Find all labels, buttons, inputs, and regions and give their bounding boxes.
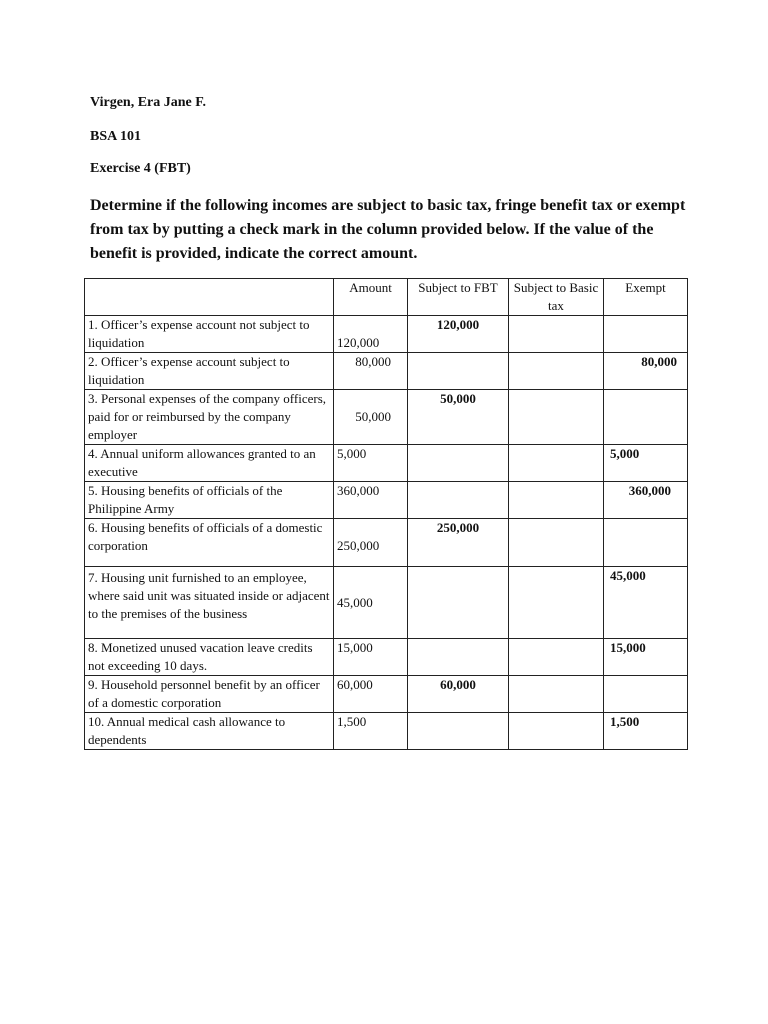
fbt-cell xyxy=(408,639,509,676)
exempt-cell: 360,000 xyxy=(604,482,688,519)
table-row xyxy=(85,676,688,713)
basic-tax-cell xyxy=(509,676,604,713)
item-description: 8. Monetized unused vacation leave credits not exceeding 10 days. xyxy=(85,639,334,676)
column-header-fbt: Subject to FBT xyxy=(408,279,509,316)
amount-cell: 45,000 xyxy=(334,567,408,639)
exempt-cell: 45,000 xyxy=(604,567,688,639)
fbt-cell xyxy=(408,353,509,390)
item-description: 7. Housing unit furnished to an employee, where said unit was situated inside or adjacent to the premises of the business xyxy=(85,567,334,639)
exempt-cell: 5,000 xyxy=(604,445,688,482)
amount-cell: 50,000 xyxy=(334,390,408,445)
basic-tax-cell xyxy=(509,353,604,390)
basic-tax-cell xyxy=(509,519,604,567)
table-row xyxy=(85,482,688,519)
item-description: 6. Housing benefits of officials of a domestic corporation xyxy=(85,519,334,567)
column-header-exempt: Exempt xyxy=(604,279,688,316)
fbt-cell xyxy=(408,713,509,750)
table-row xyxy=(85,316,688,353)
fbt-table xyxy=(84,278,688,750)
column-header-amount: Amount xyxy=(334,279,408,316)
item-description: 1. Officer’s expense account not subject to liquidation xyxy=(85,316,334,353)
table-row xyxy=(85,353,688,390)
basic-tax-cell xyxy=(509,316,604,353)
exempt-cell: 1,500 xyxy=(604,713,688,750)
basic-tax-cell xyxy=(509,482,604,519)
item-description: 3. Personal expenses of the company officers, paid for or reimbursed by the company employer xyxy=(85,390,334,445)
instructions-text: Determine if the following incomes are subject to basic tax, fringe benefit tax or exempt from tax by putting a check mark in the column provided below. If the value of the benefit is provided, indicate the correct amount. xyxy=(90,197,686,262)
amount-cell: 360,000 xyxy=(334,482,408,519)
amount-cell: 60,000 xyxy=(334,676,408,713)
table-header-row xyxy=(85,279,688,316)
table-row xyxy=(85,390,688,445)
exempt-cell: 80,000 xyxy=(604,353,688,390)
amount-cell: 1,500 xyxy=(334,713,408,750)
exempt-cell xyxy=(604,676,688,713)
fbt-cell xyxy=(408,567,509,639)
amount-cell: 5,000 xyxy=(334,445,408,482)
item-description: 4. Annual uniform allowances granted to an executive xyxy=(85,445,334,482)
table-row xyxy=(85,519,688,567)
fbt-cell: 120,000 xyxy=(408,316,509,353)
fbt-cell xyxy=(408,482,509,519)
table-row xyxy=(85,567,688,639)
fbt-cell: 60,000 xyxy=(408,676,509,713)
table-row xyxy=(85,713,688,750)
exempt-cell: 15,000 xyxy=(604,639,688,676)
amount-cell: 15,000 xyxy=(334,639,408,676)
item-description: 9. Household personnel benefit by an officer of a domestic corporation xyxy=(85,676,334,713)
amount-cell: 250,000 xyxy=(334,519,408,567)
item-description: 2. Officer’s expense account subject to liquidation xyxy=(85,353,334,390)
exempt-cell xyxy=(604,519,688,567)
item-description: 5. Housing benefits of officials of the Philippine Army xyxy=(85,482,334,519)
amount-cell: 80,000 xyxy=(334,353,408,390)
column-header-basic-tax: Subject to Basic tax xyxy=(509,279,604,316)
basic-tax-cell xyxy=(509,639,604,676)
exercise-title: Exercise 4 (FBT) xyxy=(90,161,191,176)
table-row xyxy=(85,639,688,676)
basic-tax-cell xyxy=(509,390,604,445)
course-code: BSA 101 xyxy=(90,129,141,144)
student-name: Virgen, Era Jane F. xyxy=(90,95,207,110)
basic-tax-cell xyxy=(509,445,604,482)
amount-cell: 120,000 xyxy=(334,316,408,353)
exempt-cell xyxy=(604,316,688,353)
table-row xyxy=(85,445,688,482)
item-description: 10. Annual medical cash allowance to dependents xyxy=(85,713,334,750)
basic-tax-cell xyxy=(509,567,604,639)
fbt-cell: 250,000 xyxy=(408,519,509,567)
basic-tax-cell xyxy=(509,713,604,750)
fbt-cell: 50,000 xyxy=(408,390,509,445)
fbt-cell xyxy=(408,445,509,482)
exempt-cell xyxy=(604,390,688,445)
column-header-item xyxy=(85,279,334,316)
